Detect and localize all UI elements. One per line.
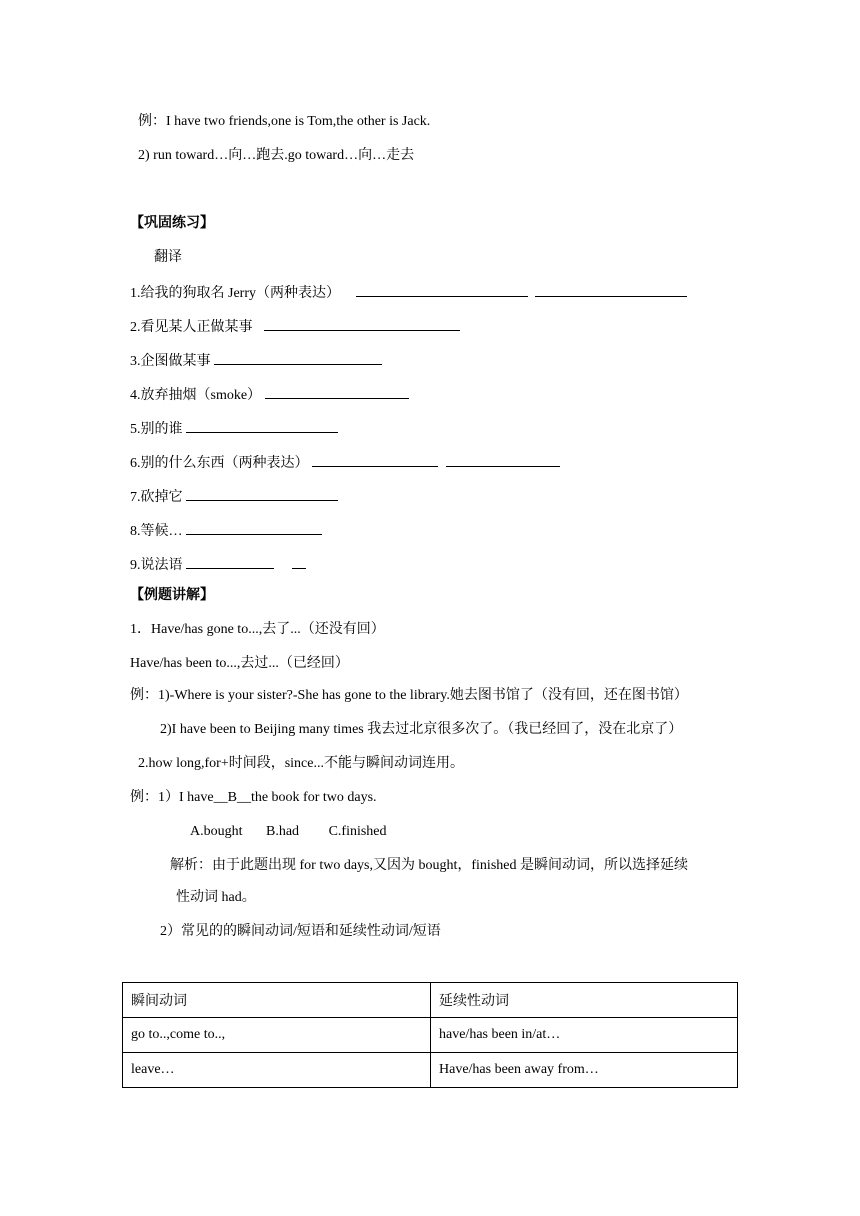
exercise-5 (130, 418, 338, 440)
example-answer: B (227, 790, 237, 805)
table-cell: go to..,come to.., (123, 1018, 431, 1053)
answer-blank[interactable] (186, 418, 338, 433)
answer-blank[interactable] (292, 554, 306, 569)
point-2-example (130, 788, 377, 808)
answer-blank[interactable] (265, 384, 409, 399)
exercise-label: 7.砍掉它 (130, 490, 183, 505)
exercise-9 (130, 554, 306, 576)
example-prefix: 例：1）I have__ (130, 790, 228, 805)
option-a: A.bought (190, 824, 243, 839)
options-row (190, 822, 387, 842)
table-cell: Have/has been away from… (431, 1053, 738, 1088)
point-1-example-1: 例：1)-Where is your sister?-She has gone to the library.她去图书馆了（没有回，还在图书馆） (130, 688, 688, 703)
answer-blank[interactable] (186, 554, 274, 569)
answer-blank[interactable] (186, 486, 338, 501)
point-1-subtitle: Have/has been to...,去过...（已经回） (130, 656, 349, 671)
answer-blank[interactable] (535, 282, 687, 297)
exercise-8 (130, 520, 322, 542)
point-2-title: 2.how long,for+时间段，since...不能与瞬间动词连用。 (138, 756, 464, 771)
answer-blank[interactable] (446, 452, 560, 467)
section-examples-heading: 【例题讲解】 (130, 588, 214, 603)
table-row (123, 1018, 738, 1053)
example-intro: 例：I have two friends,one is Tom,the other is Jack. (138, 114, 431, 129)
point-1-title: 1．Have/has gone to...,去了...（还没有回） (130, 622, 385, 637)
answer-blank[interactable] (312, 452, 438, 467)
exercise-label: 6.别的什么东西（两种表达） (130, 456, 309, 471)
exercise-6 (130, 452, 560, 474)
answer-blank[interactable] (186, 520, 322, 535)
answer-blank[interactable] (264, 316, 460, 331)
exercise-4 (130, 384, 409, 406)
section-consolidation-heading: 【巩固练习】 (130, 216, 214, 231)
exercise-2 (130, 316, 460, 338)
table-header-cell: 瞬间动词 (123, 983, 431, 1018)
exercise-label: 8.等候… (130, 524, 183, 539)
point-2-subtitle-2: 2）常见的的瞬间动词/短语和延续性动词/短语 (160, 924, 441, 939)
exercise-label: 4.放弃抽烟（smoke） (130, 388, 262, 403)
exercise-label: 2.看见某人正做某事 (130, 320, 253, 335)
exercise-label: 9.说法语 (130, 558, 183, 573)
point-1-example-2: 2)I have been to Beijing many times 我去过北京很多次了。（我已经回了，没在北京了） (160, 722, 683, 737)
exercise-3 (130, 350, 382, 372)
table-header-cell: 延续性动词 (431, 983, 738, 1018)
exercise-label: 5.别的谁 (130, 422, 183, 437)
answer-blank[interactable] (214, 350, 382, 365)
option-b: B.had (266, 824, 300, 839)
exercise-label: 3.企图做某事 (130, 354, 211, 369)
translate-label: 翻译 (154, 250, 182, 265)
item-run-toward: 2) run toward…向…跑去.go toward…向…走去 (138, 148, 415, 163)
option-c: C.finished (328, 824, 387, 839)
analysis-line-2: 性动词 had。 (176, 890, 256, 905)
table-row (123, 1053, 738, 1088)
answer-blank[interactable] (356, 282, 528, 297)
table-cell: have/has been in/at… (431, 1018, 738, 1053)
exercise-label: 1.给我的狗取名 Jerry（两种表达） (130, 286, 340, 301)
table-cell: leave… (123, 1053, 431, 1088)
exercise-1 (130, 282, 687, 304)
verbs-table (122, 982, 738, 1088)
analysis-line-1: 解析：由于此题出现 for two days,又因为 bought，finished 是瞬间动词，所以选择延续 (170, 858, 688, 873)
example-suffix: __the book for two days. (236, 790, 377, 805)
exercise-7 (130, 486, 338, 508)
table-header-row (123, 983, 738, 1018)
